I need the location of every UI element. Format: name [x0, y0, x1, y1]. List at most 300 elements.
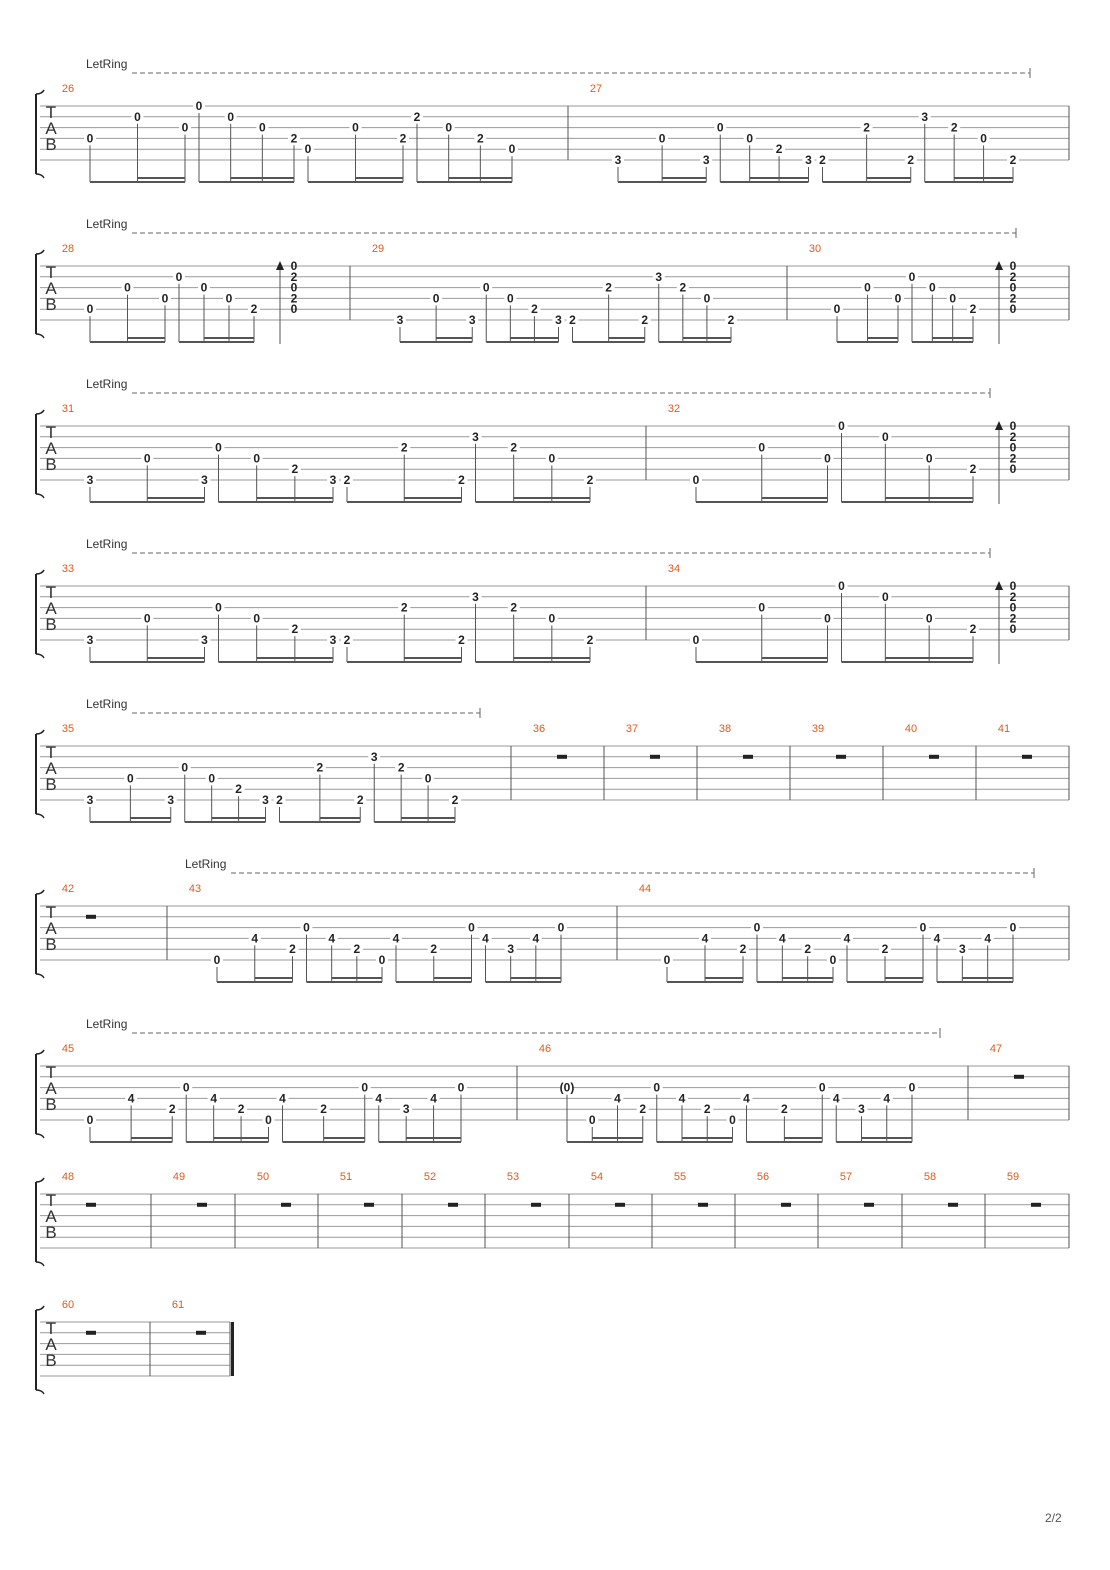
whole-rest: [615, 1203, 625, 1207]
beam-secondary: [406, 1137, 461, 1139]
fret-number: 0: [215, 440, 222, 455]
beam-secondary: [662, 177, 706, 179]
chord-fret-number: 2: [290, 269, 298, 284]
beam-secondary: [257, 657, 333, 659]
tab-clef-letter: T: [45, 1319, 57, 1338]
measure-number: 32: [667, 403, 681, 415]
measure-number: 27: [589, 83, 603, 95]
fret-number: 2: [531, 302, 538, 317]
measure-number: 61: [171, 1299, 185, 1311]
tab-clef-letter: B: [45, 775, 57, 794]
fret-number: 0: [468, 920, 475, 935]
fret-number: 0: [161, 291, 169, 306]
chord-fret-number: 0: [1009, 259, 1017, 273]
beam-primary: [747, 1141, 823, 1143]
fret-number: 0: [175, 269, 183, 284]
whole-rest: [197, 1203, 207, 1207]
measure-number: 46: [538, 1043, 552, 1055]
chord-fret-number: 0: [1009, 302, 1017, 317]
fret-number: 0: [482, 280, 490, 295]
beam-primary: [219, 661, 334, 663]
fret-number: 4: [482, 931, 489, 946]
fret-number: 2: [863, 120, 870, 135]
fret-number: 0: [703, 291, 711, 306]
fret-number: 0: [864, 280, 871, 295]
beam-secondary: [862, 1137, 913, 1139]
beam-primary: [567, 1141, 643, 1143]
measure-number: 58: [923, 1171, 937, 1183]
fret-number: 0: [908, 269, 916, 284]
fret-number: 2: [397, 760, 405, 775]
whole-rest: [196, 1331, 206, 1335]
page-number: 2/2: [1045, 1511, 1062, 1525]
bracket-bottom: [36, 974, 44, 978]
bracket-top: [36, 1050, 44, 1054]
fret-number: 2: [476, 131, 484, 146]
tab-system: [36, 1299, 234, 1394]
beam-secondary: [401, 817, 455, 819]
fret-number: 0: [258, 120, 266, 135]
tab-clef-letter: T: [45, 1063, 57, 1082]
fret-number: 3: [805, 153, 812, 167]
chord-fret-number: 2: [1009, 429, 1017, 444]
fret-number: 2: [250, 302, 258, 317]
tab-clef-letter: T: [45, 583, 57, 602]
beam-primary: [417, 181, 512, 183]
fret-number: 0: [181, 120, 189, 135]
tab-system: [36, 537, 1069, 664]
whole-rest: [531, 1203, 541, 1207]
beam-primary: [657, 1141, 733, 1143]
measure-number: 42: [61, 883, 75, 895]
beam-secondary: [434, 977, 472, 979]
fret-number: 2: [400, 440, 408, 455]
fret-number: 4: [743, 1091, 750, 1106]
fret-number: 2: [781, 1102, 788, 1117]
chord-fret-number: 0: [1009, 600, 1017, 615]
fret-number: 2: [969, 622, 977, 637]
beam-secondary: [762, 497, 828, 499]
fret-number: 0: [881, 429, 889, 444]
fret-number: 0: [908, 1080, 916, 1095]
whole-rest: [864, 1203, 874, 1207]
fret-number: 2: [605, 280, 612, 295]
fret-number: 0: [86, 302, 94, 317]
fret-number: 0: [925, 611, 933, 626]
fret-number: 0: [716, 120, 724, 135]
fret-number: 4: [532, 931, 540, 946]
whole-rest: [86, 1203, 96, 1207]
measure-number: 52: [423, 1171, 437, 1183]
fret-number: (0): [559, 1080, 575, 1095]
tab-clef-letter: A: [45, 439, 57, 458]
fret-number: 0: [432, 291, 440, 306]
tab-clef-letter: T: [45, 903, 57, 922]
tab-system: [36, 1017, 1069, 1143]
fret-number: 0: [86, 131, 94, 146]
tab-clef-letter: T: [45, 103, 57, 122]
whole-rest: [650, 755, 660, 759]
fret-number: 3: [370, 749, 378, 764]
fret-number: 0: [445, 120, 453, 135]
chord-fret-number: 2: [1009, 611, 1017, 626]
fret-number: 0: [143, 451, 151, 466]
fret-number: 0: [729, 1113, 736, 1127]
fret-number: 0: [692, 633, 700, 647]
fret-number: 2: [400, 600, 408, 615]
whole-rest: [1031, 1203, 1041, 1207]
bracket-bottom: [36, 174, 44, 178]
bracket-bottom: [36, 494, 44, 498]
fret-number: 0: [225, 291, 233, 306]
beam-secondary: [762, 657, 828, 659]
fret-number: 2: [907, 153, 915, 167]
fret-number: 3: [958, 942, 966, 957]
fret-number: 0: [227, 109, 235, 124]
beam-primary: [400, 341, 472, 343]
beam-secondary: [514, 497, 590, 499]
fret-number: 0: [506, 291, 514, 306]
fret-number: 2: [237, 1102, 245, 1117]
beam-secondary: [609, 337, 645, 339]
measure-number: 47: [989, 1043, 1003, 1055]
tab-clef-letter: T: [45, 423, 57, 442]
chord-fret-number: 0: [290, 302, 298, 317]
fret-number: 2: [819, 153, 826, 167]
beam-secondary: [147, 497, 204, 499]
fret-number: 0: [378, 953, 386, 967]
let-ring-label: LetRing: [86, 537, 128, 551]
beam-secondary: [592, 1137, 643, 1139]
beam-primary: [379, 1141, 461, 1143]
whole-rest: [86, 1331, 96, 1335]
fret-number: 0: [663, 953, 671, 967]
beam-secondary: [784, 1137, 822, 1139]
measure-number: 41: [997, 723, 1011, 735]
fret-number: 0: [838, 419, 845, 433]
fret-number: 0: [980, 131, 987, 146]
fret-number: 0: [86, 1113, 94, 1127]
fret-number: 2: [586, 633, 594, 647]
beam-secondary: [214, 1137, 269, 1139]
beam-primary: [937, 981, 1013, 983]
beam-primary: [757, 981, 833, 983]
beam-primary: [186, 1141, 268, 1143]
fret-number: 2: [235, 782, 242, 797]
fret-number: 0: [833, 302, 841, 317]
measure-number: 29: [371, 243, 385, 255]
whole-rest: [1014, 1075, 1024, 1079]
fret-number: 0: [824, 451, 831, 466]
beam-secondary: [131, 1137, 172, 1139]
measure-number: 44: [638, 883, 652, 895]
measure-number: 26: [61, 83, 75, 95]
tab-system: [36, 57, 1069, 183]
beam-secondary: [356, 177, 404, 179]
beam-primary: [925, 181, 1013, 183]
beam-secondary: [212, 817, 266, 819]
beam-secondary: [510, 337, 558, 339]
fret-number: 4: [832, 1091, 840, 1106]
fret-number: 3: [507, 942, 515, 957]
beam-primary: [90, 1141, 172, 1143]
measure-number: 51: [339, 1171, 353, 1183]
fret-number: 3: [201, 473, 208, 487]
fret-number: 4: [883, 1091, 891, 1106]
chord-fret-number: 0: [1009, 622, 1017, 637]
fret-number: 2: [290, 131, 298, 146]
fret-number: 3: [262, 793, 269, 807]
whole-rest: [1022, 755, 1032, 759]
tab-clef-letter: B: [45, 935, 57, 954]
fret-number: 3: [702, 153, 710, 167]
beam-secondary: [954, 177, 1013, 179]
measure-number: 56: [756, 1171, 770, 1183]
whole-rest: [281, 1203, 291, 1207]
tab-system: [36, 217, 1069, 344]
beam-secondary: [128, 337, 166, 339]
chord-fret-number: 0: [1009, 579, 1017, 593]
beam-secondary: [885, 977, 923, 979]
beam-secondary: [682, 1137, 733, 1139]
measure-number: 53: [506, 1171, 520, 1183]
beam-primary: [667, 981, 743, 983]
chord-fret-number: 0: [1009, 419, 1017, 433]
measure-number: 60: [61, 1299, 75, 1311]
tab-clef-letter: B: [45, 1223, 57, 1242]
tab-clef-letter: T: [45, 263, 57, 282]
fret-number: 0: [303, 920, 310, 935]
beam-primary: [836, 1141, 912, 1143]
fret-number: 3: [201, 633, 208, 647]
fret-number: 0: [548, 611, 556, 626]
fret-number: 0: [692, 473, 700, 487]
fret-number: 2: [289, 942, 296, 957]
bracket-top: [36, 730, 44, 734]
beam-primary: [347, 501, 462, 503]
fret-number: 0: [746, 131, 754, 146]
measure-number: 37: [625, 723, 639, 735]
fret-number: 2: [641, 313, 649, 327]
measure-number: 30: [808, 243, 822, 255]
fret-number: 2: [458, 473, 465, 487]
fret-number: 2: [399, 131, 407, 146]
beam-primary: [280, 821, 361, 823]
beam-primary: [374, 821, 455, 823]
beam-primary: [396, 981, 472, 983]
beam-primary: [219, 501, 334, 503]
measure-number: 28: [61, 243, 75, 255]
fret-number: 2: [343, 633, 351, 647]
measure-number: 45: [61, 1043, 75, 1055]
fret-number: 0: [253, 611, 261, 626]
measure-number: 35: [61, 723, 75, 735]
fret-number: 2: [569, 313, 576, 327]
fret-number: 2: [703, 1102, 711, 1117]
fret-number: 2: [950, 120, 958, 135]
bracket-bottom: [36, 1262, 44, 1266]
measure-number: 55: [673, 1171, 687, 1183]
fret-number: 2: [343, 473, 351, 487]
fret-number: 0: [361, 1080, 369, 1095]
beam-primary: [842, 661, 974, 663]
bracket-top: [36, 410, 44, 414]
chord-fret-number: 0: [290, 280, 298, 295]
tab-clef-letter: B: [45, 1351, 57, 1370]
measure-number: 43: [188, 883, 202, 895]
beam-secondary: [750, 177, 809, 179]
chord-fret-number: 0: [290, 259, 298, 273]
measure-number: 39: [811, 723, 825, 735]
whole-rest: [557, 755, 567, 759]
fret-number: 0: [352, 120, 359, 135]
beam-primary: [486, 981, 562, 983]
fret-number: 0: [925, 451, 933, 466]
fret-number: 2: [679, 280, 687, 295]
fret-number: 0: [824, 611, 831, 626]
measure-number: 36: [532, 723, 546, 735]
fret-number: 3: [402, 1102, 410, 1117]
let-ring-label: LetRing: [185, 857, 227, 871]
fret-number: 0: [304, 142, 312, 157]
beam-primary: [90, 821, 171, 823]
fret-number: 3: [396, 313, 404, 327]
tab-system: [36, 697, 1069, 823]
fret-number: 0: [894, 291, 902, 306]
tab-clef-letter: B: [45, 135, 57, 154]
fret-number: 0: [127, 771, 134, 786]
fret-number: 0: [818, 1080, 826, 1095]
beam-secondary: [782, 977, 833, 979]
fret-number: 4: [430, 1091, 437, 1106]
bracket-top: [36, 1306, 44, 1310]
fret-number: 2: [775, 142, 783, 157]
tab-clef-letter: B: [45, 295, 57, 314]
fret-number: 3: [655, 269, 663, 284]
measure-number: 34: [667, 563, 681, 575]
fret-number: 2: [739, 942, 747, 957]
fret-number: 0: [182, 1080, 190, 1095]
fret-number: 3: [86, 793, 94, 807]
fret-number: 2: [276, 793, 283, 807]
fret-number: 0: [215, 600, 222, 615]
fret-number: 0: [881, 589, 889, 604]
fret-number: 0: [758, 440, 766, 455]
beam-secondary: [705, 977, 743, 979]
fret-number: 0: [253, 451, 261, 466]
fret-number: 2: [451, 793, 459, 807]
fret-number: 4: [251, 931, 259, 946]
fret-number: 3: [614, 153, 622, 167]
fret-number: 3: [329, 633, 337, 647]
beam-primary: [90, 501, 205, 503]
measure-number: 31: [61, 403, 75, 415]
whole-rest: [781, 1203, 791, 1207]
fret-number: 4: [279, 1091, 286, 1106]
tab-clef-letter: A: [45, 1207, 57, 1226]
beam-secondary: [231, 177, 294, 179]
fret-number: 2: [969, 302, 977, 317]
bracket-bottom: [36, 1134, 44, 1138]
fret-number: 3: [472, 589, 479, 604]
bracket-top: [36, 1178, 44, 1182]
beam-primary: [842, 501, 974, 503]
fret-number: 0: [181, 760, 189, 775]
measure-number: 49: [172, 1171, 186, 1183]
fret-number: 4: [210, 1091, 218, 1106]
beam-primary: [217, 981, 293, 983]
bracket-bottom: [36, 334, 44, 338]
fret-number: 0: [124, 280, 131, 295]
fret-number: 0: [457, 1080, 465, 1095]
fret-number: 2: [458, 633, 465, 647]
let-ring-label: LetRing: [86, 697, 128, 711]
let-ring-label: LetRing: [86, 1017, 128, 1031]
beam-primary: [90, 181, 185, 183]
beam-secondary: [868, 337, 899, 339]
fret-number: 4: [614, 1091, 621, 1106]
fret-number: 2: [881, 942, 889, 957]
bracket-bottom: [36, 814, 44, 818]
fret-number: 2: [1009, 153, 1017, 167]
fret-number: 0: [829, 953, 837, 967]
tab-clef-letter: A: [45, 919, 57, 938]
fret-number: 3: [86, 473, 94, 487]
tab-clef-letter: A: [45, 1079, 57, 1098]
fret-number: 2: [430, 942, 438, 957]
tab-clef-letter: T: [45, 743, 57, 762]
tab-clef-letter: B: [45, 615, 57, 634]
beam-secondary: [255, 977, 293, 979]
beam-secondary: [683, 337, 731, 339]
beam-primary: [618, 181, 706, 183]
let-ring-label: LetRing: [86, 377, 128, 391]
fret-number: 0: [838, 579, 845, 593]
fret-number: 3: [329, 473, 337, 487]
beam-secondary: [867, 177, 911, 179]
fret-number: 3: [468, 313, 476, 327]
fret-number: 4: [375, 1091, 383, 1106]
tab-system: [36, 377, 1069, 504]
fret-number: 0: [208, 771, 216, 786]
measure-number: 48: [61, 1171, 75, 1183]
fret-number: 4: [678, 1091, 686, 1106]
fret-number: 2: [320, 1102, 327, 1117]
fret-number: 3: [86, 633, 94, 647]
fret-number: 0: [758, 600, 766, 615]
fret-number: 0: [424, 771, 432, 786]
fret-number: 0: [1009, 920, 1017, 935]
fret-number: 2: [291, 462, 299, 477]
fret-number: 3: [167, 793, 175, 807]
fret-number: 4: [127, 1091, 135, 1106]
whole-rest: [448, 1203, 458, 1207]
beam-secondary: [885, 497, 973, 499]
fret-number: 4: [778, 931, 786, 946]
fret-number: 2: [969, 462, 977, 477]
beam-secondary: [514, 657, 590, 659]
beam-primary: [573, 341, 645, 343]
fret-number: 3: [472, 429, 479, 444]
whole-rest: [698, 1203, 708, 1207]
beam-secondary: [511, 977, 561, 979]
beam-primary: [199, 181, 294, 183]
fret-number: 2: [727, 313, 735, 327]
measure-number: 50: [256, 1171, 270, 1183]
tab-system: [36, 1171, 1069, 1266]
fret-number: 4: [701, 931, 709, 946]
fret-number: 0: [265, 1113, 272, 1127]
